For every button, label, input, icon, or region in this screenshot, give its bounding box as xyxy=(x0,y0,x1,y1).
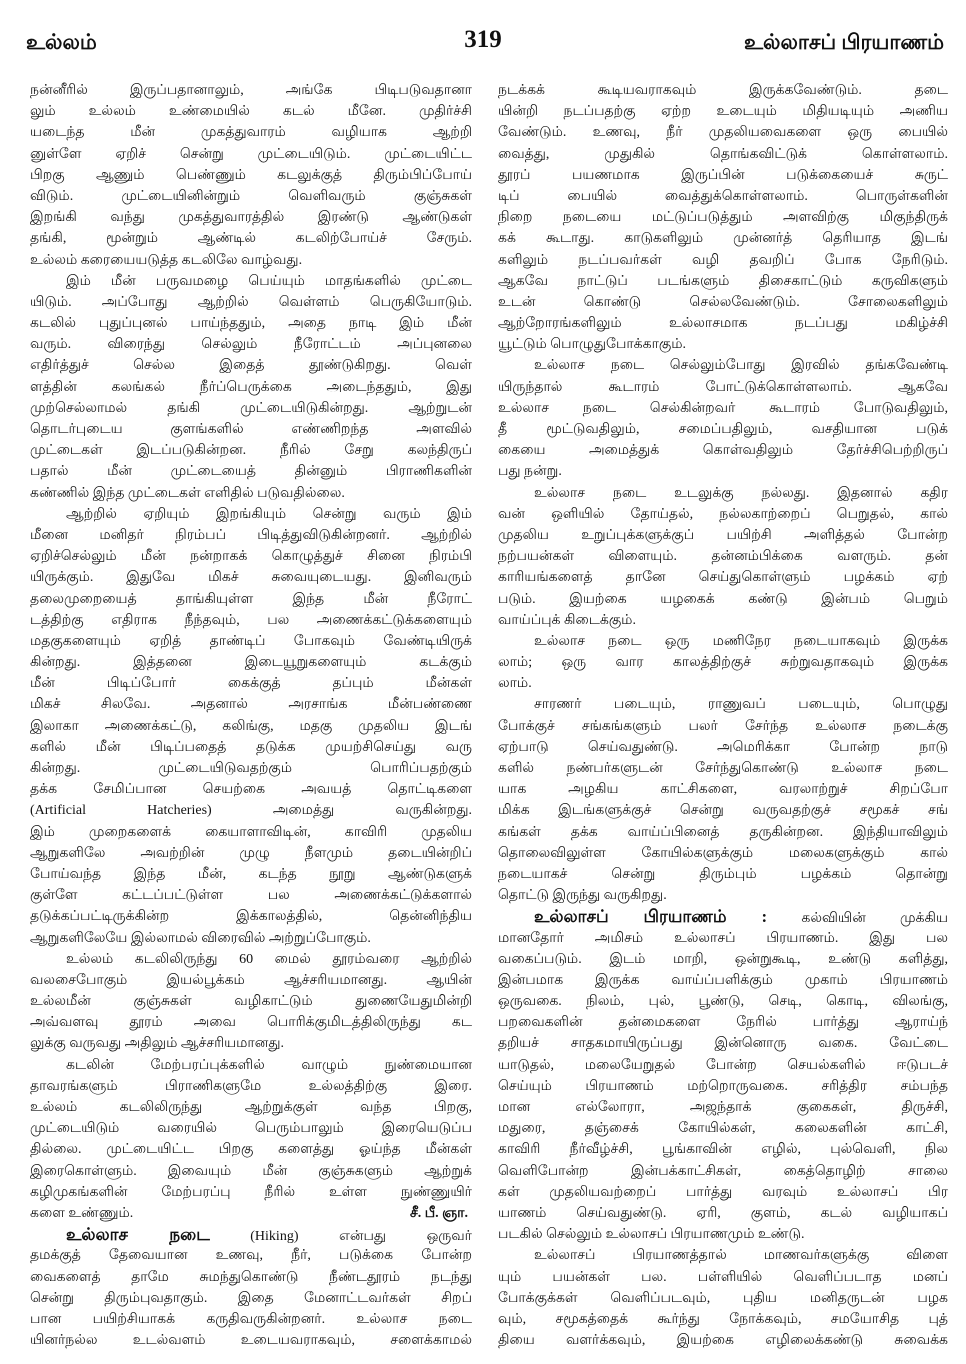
line-text: ஆறுகளிலேயே இல்லாமல் விரைவில் அற்றுப்போகும். xyxy=(30,930,371,946)
line-text: கக் கூடாது. காடுகளிலும் முன்னர்த் தெரியாத இடங் xyxy=(498,231,948,247)
text-line xyxy=(498,589,948,610)
line-text: தக்க சேமிப்பான செயற்கை அவயத் தொட்டிகளை xyxy=(30,782,472,798)
text-line xyxy=(30,652,472,673)
line-text: யாடுதல், மலையேறுதல் போன்ற செயல்களில் ஈடுபடச் xyxy=(498,1057,948,1073)
line-text: தில்லை. முட்டையிட்ட பிறகு களைத்து ஓய்ந்த மீன்கள் xyxy=(30,1142,472,1158)
text-line xyxy=(498,1139,948,1160)
text-line xyxy=(30,694,472,715)
text-line xyxy=(30,334,472,355)
line-text: மதுரை, தஞ்சைக் கோயில்கள், கலைகளின் காட்சி, xyxy=(498,1121,948,1137)
line-text: வரும். விரைந்து செல்லும் நீரோட்டம் அப்புனலை xyxy=(30,337,472,353)
text-line xyxy=(30,313,472,334)
paragraph xyxy=(30,504,472,949)
line-text: இம் முறைகளைக் கையாளாவிடின், காவிரி முதலிய xyxy=(30,824,472,840)
paragraph xyxy=(30,1055,472,1225)
text-line xyxy=(498,716,948,737)
text-line xyxy=(498,822,948,843)
line-text: யூட்டும் பொழுதுபோக்காகும். xyxy=(498,337,687,353)
text-line xyxy=(498,694,948,715)
text-line xyxy=(498,949,948,970)
line-text: தீ மூட்டுவதிலும், சமைப்பதிலும், வசதியான படுக் xyxy=(498,422,948,437)
text-line xyxy=(30,822,472,843)
line-text: நடையாகச் சென்று திரும்பும் பழக்கம் தொன்று xyxy=(498,866,948,882)
text-line xyxy=(498,1182,948,1203)
text-line xyxy=(30,1267,472,1288)
text-line xyxy=(30,228,472,249)
line-text: லாம். xyxy=(498,676,532,692)
author-initials: சீ. பீ. ஞா. xyxy=(409,1205,468,1221)
line-text: சாரணர் படையும், ராணுவப் படையும், பொழுது xyxy=(534,697,948,713)
line-text: நன்னீரில் இருப்பதானாலும், அங்கே பிடிபடுவதானா xyxy=(30,83,472,98)
text-line xyxy=(498,440,948,461)
line-text: (Hiking) என்பது ஒருவர் xyxy=(250,1229,472,1245)
line-text: னுள்ளே ஏறிச் சென்று முட்டையிடும். முட்டையிட்ட xyxy=(30,146,472,162)
line-text: உல்லம் கரையையடுத்த கடலிலே வாழ்வது. xyxy=(30,252,303,268)
line-text: முட்டைகள் இடப்படுகின்றன. நீரில் சேறு கலந்திருப் xyxy=(30,443,472,459)
line-text: களை உண்ணும். xyxy=(30,1205,134,1221)
text-line xyxy=(30,673,472,694)
text-line xyxy=(30,80,472,101)
line-text: வெளிபோன்ற இன்பக்காட்சிகள், கைத்தொழிற் சாலை xyxy=(498,1163,948,1179)
line-text: ஆகவே நாட்டுப் படங்களும் திசைகாட்டும் கருவிகளும் xyxy=(498,273,948,289)
line-text: உல்லாச நடை உடலுக்கு நல்லது. இதனால் கதிர xyxy=(534,485,948,501)
text-line xyxy=(498,334,948,355)
line-text: மிகச் சிலவே. அதனால் அரசாங்க மீன்பண்ணை xyxy=(30,697,472,713)
line-text: லுக்கு வருவது அதிலும் ஆச்சரியமானது. xyxy=(30,1036,284,1052)
text-line xyxy=(30,250,472,271)
text-line xyxy=(30,1118,472,1139)
line-text: மதகுகளையும் ஏறித் தாண்டிப் போகவும் வேண்டியிருக் xyxy=(30,633,472,649)
line-text: மானதோர் அமிசம் உல்லாசப் பிரயாணம். இது பல xyxy=(498,930,948,946)
paragraph xyxy=(498,1245,948,1351)
text-line xyxy=(30,546,472,567)
text-line xyxy=(498,1245,948,1266)
line-text: அவ்வளவு தூரம் அவை பொரிக்குமிடத்திலிருந்து கட xyxy=(30,1015,472,1031)
text-line xyxy=(30,567,472,588)
text-line xyxy=(30,504,472,525)
line-text: நடக்கக் கூடியவராகவும் இருக்கவேண்டும். தடை xyxy=(498,83,948,98)
text-line xyxy=(498,800,948,821)
line-text: முதலிய உறுப்புக்களுக்குப் பயிற்சி அளித்தல் போன்ற xyxy=(498,527,948,543)
line-text: பதால் மீன் முட்டையைத் தின்னும் பிராணிகளின் xyxy=(30,464,472,480)
line-text: இரைகொள்ளும். இவையும் மீன் குஞ்சுகளும் ஆற்றுக் xyxy=(30,1163,472,1179)
line-text: தங்கி, மூன்றும் ஆண்டில் கடலிற்போய்ச் சேரும். xyxy=(30,231,472,247)
text-line xyxy=(498,779,948,800)
text-line xyxy=(30,970,472,991)
text-line xyxy=(30,949,472,970)
text-line xyxy=(498,165,948,186)
line-text: படகில் செல்லும் உல்லாசப் பிரயாணமும் உண்டு. xyxy=(498,1227,805,1243)
text-line xyxy=(30,843,472,864)
text-line xyxy=(498,567,948,588)
line-text: தறியச் சாதகமாயிருப்பது இன்னொரு வகை. வேட்டை xyxy=(498,1036,948,1052)
text-line xyxy=(30,377,472,398)
line-text: இன்பமாக இருக்க வாய்ப்பளிக்கும் முகாம் பிரயாணம் xyxy=(498,972,948,988)
line-text: தடுக்கப்பட்டிருக்கின்ற இக்காலத்தில், தென்னிந்திய xyxy=(30,909,472,925)
paragraph xyxy=(498,631,948,695)
text-line xyxy=(30,589,472,610)
line-text: தாவரங்களும் பிராணிகளுமே உல்லத்திற்கு இரை. xyxy=(30,1078,472,1094)
text-line xyxy=(498,461,948,482)
text-line xyxy=(498,1161,948,1182)
text-line xyxy=(30,461,472,482)
line-text: யாணம் செய்வதுண்டு. ஏரி, குளம், கடல் வழியாகப் xyxy=(498,1205,948,1221)
text-line xyxy=(498,250,948,271)
text-line xyxy=(30,398,472,419)
text-line xyxy=(498,1055,948,1076)
paragraph xyxy=(30,80,472,271)
line-text: களில் நண்பர்களுடன் சேர்ந்துகொண்டு உல்லாச நடை xyxy=(498,761,948,776)
line-text: யாக அழகிய காட்சிகளை, வரலாற்றுச் சிறப்போ xyxy=(498,782,948,798)
line-text: படும். இயற்கை யழகைக் கண்டு இன்பம் பெறும் xyxy=(498,591,948,607)
paragraph xyxy=(498,694,948,906)
text-line xyxy=(498,1330,948,1351)
text-line xyxy=(30,779,472,800)
paragraph xyxy=(498,906,948,1245)
line-text: தலைமுறையைத் தாங்கியுள்ள இந்த மீன் நீரோட் xyxy=(30,591,472,607)
text-line xyxy=(498,1288,948,1309)
text-line xyxy=(30,1288,472,1309)
text-line xyxy=(498,906,948,927)
line-text: ஆற்றில் ஏறியும் இறங்கியும் சென்று வரும் இம் xyxy=(66,506,472,522)
line-text: தியை வளர்க்கவும், இயற்கை எழிலைக்கண்டு சுவைக்க xyxy=(498,1333,948,1349)
line-text: பது நன்று. xyxy=(498,464,562,480)
line-text: கின்றது. முட்டையிடுவதற்கும் பொரிப்பதற்கும் xyxy=(30,761,472,776)
line-text: (Artificial Hatcheries) அமைத்து வருகின்றது. xyxy=(30,803,472,819)
text-line xyxy=(498,525,948,546)
line-text: மான எல்லோரா, அஜந்தாக் குகைகள், திருச்சி, xyxy=(498,1100,948,1115)
article-heading: உல்லாச நடை xyxy=(66,1225,210,1245)
text-line xyxy=(498,1203,948,1224)
line-text: தமக்குத் தேவையான உணவு, நீர், படுக்கை போன்ற xyxy=(30,1248,472,1264)
paragraph xyxy=(498,355,948,482)
line-text: ஒருவகை. நிலம், புல், பூண்டு, செடி, கொடி, விலங்கு, xyxy=(498,994,948,1010)
line-text: பறவைகளின் தன்மைகளை நேரில் பார்த்து ஆராய்ந் xyxy=(498,1015,948,1031)
line-text: உல்லாச நடை செல்லும்போது இரவில் தங்கவேண்டி xyxy=(534,358,948,374)
line-text: கங்கள் தக்க வாய்ப்பினைத் தருகின்றன. இந்தியாவிலும் xyxy=(498,824,948,840)
line-text: மீனை மனிதர் நிரம்பப் பிடித்துவிடுகின்றனர். ஆற்றில் xyxy=(30,527,472,543)
text-line xyxy=(498,1309,948,1330)
text-line xyxy=(30,271,472,292)
line-text: போக்குச் சங்கங்களும் பலர் சேர்ந்த உல்லாச நடைக்கு xyxy=(498,718,948,734)
line-text: கின்றது. இத்தனை இடையூறுகளையும் கடக்கும் xyxy=(30,655,472,671)
text-line xyxy=(498,292,948,313)
line-text: கள் முதலியவற்றைப் பார்த்து வரவும் உல்லாசப் பிர xyxy=(498,1184,948,1200)
text-line xyxy=(30,1033,472,1054)
text-line xyxy=(498,610,948,631)
line-text: போய்வந்த இந்த மீன், கடந்த நூறு ஆண்டுகளுக் xyxy=(30,866,472,882)
line-text: நற்பயன்கள் விளையும். தன்னம்பிக்கை வளரும். தன் xyxy=(498,549,948,565)
line-text: ஆற்றோரங்களிலும் உல்லாசமாக நடப்பது மகிழ்ச்சி xyxy=(498,316,948,332)
text-line xyxy=(498,991,948,1012)
text-line xyxy=(498,1118,948,1139)
running-head-right: உல்லாசப் பிரயாணம் xyxy=(744,30,944,54)
text-line xyxy=(30,419,472,440)
line-text: கல்வியின் முக்கிய xyxy=(801,911,948,927)
line-text: யிடும். அப்போது ஆற்றில் வெள்ளம் பெருகியோடும். xyxy=(30,294,472,310)
text-line xyxy=(498,186,948,207)
line-text: கடலின் மேற்பரப்புக்களில் வாழும் நுண்மையான xyxy=(66,1057,472,1073)
line-text: வகைப்படும். இடம் மாறி, ஒன்றுகூடி, உண்டு களித்து, xyxy=(498,951,948,967)
text-line xyxy=(30,483,472,504)
text-line xyxy=(498,758,948,779)
line-text: இறங்கி வந்து முகத்துவாரத்தில் இரண்டு ஆண்டுகள் xyxy=(30,210,472,226)
line-text: ஆறுகளிலே அவற்றின் முழு நீளமும் தடையின்றிப் xyxy=(30,845,472,861)
text-line xyxy=(30,1182,472,1203)
line-text: தொடர்புடைய குளங்களில் எண்ணிறந்த அளவில் xyxy=(30,422,472,437)
text-line xyxy=(498,885,948,906)
line-text: மிக்க இடங்களுக்குச் சென்று வருவதற்குச் சமூகச் சங் xyxy=(498,803,948,819)
text-line xyxy=(30,101,472,122)
text-line xyxy=(498,546,948,567)
text-line xyxy=(30,1139,472,1160)
text-line xyxy=(30,1224,472,1245)
line-text: இலாகா அணைக்கட்டு, கலிங்கு, மதகு முதலிய இடங் xyxy=(30,718,472,734)
text-line xyxy=(498,1097,948,1118)
line-text: சென்று திரும்புவதாகும். இதை மேனாட்டவர்கள் சிறப் xyxy=(30,1290,472,1306)
text-line xyxy=(498,207,948,228)
text-line xyxy=(30,991,472,1012)
line-text: உல்லமீன் குஞ்சுகள் வழிகாட்டும் துணையேதுமின்றி xyxy=(30,994,472,1010)
line-text: உல்லாச நடை ஒரு மணிநேர நடையாகவும் இருக்க xyxy=(534,633,948,649)
text-line xyxy=(498,271,948,292)
line-text: காரியங்களைத் தானே செய்துகொள்ளும் பழக்கம் ஏற் xyxy=(498,570,948,586)
text-line xyxy=(30,928,472,949)
right-column xyxy=(498,80,948,1351)
text-line xyxy=(30,1245,472,1266)
text-line xyxy=(30,610,472,631)
text-line xyxy=(498,228,948,249)
text-line xyxy=(498,1224,948,1245)
line-text: தொட்டு இருந்து வருகிறது. xyxy=(498,888,667,904)
text-line xyxy=(30,906,472,927)
text-line xyxy=(30,737,472,758)
text-line xyxy=(498,864,948,885)
text-line xyxy=(498,843,948,864)
text-line xyxy=(498,652,948,673)
text-line xyxy=(30,165,472,186)
text-line xyxy=(498,1012,948,1033)
line-text: எதிர்த்துச் செல்ல இதைத் தூண்டுகிறது. வெள் xyxy=(30,358,472,374)
text-line xyxy=(30,716,472,737)
line-text: வன் ஒளியில் தோய்தல், நல்லகாற்றைப் பெறுதல், கால் xyxy=(498,506,948,522)
text-line xyxy=(30,1055,472,1076)
text-line xyxy=(30,885,472,906)
line-text: நிறை நடையை மட்டுப்படுத்தும் அளவிற்கு மிகுந்திருக் xyxy=(498,210,948,226)
line-text: டிப் பையில் வைத்துக்கொள்ளலாம். பொருள்களின் xyxy=(498,188,948,204)
text-line xyxy=(30,864,472,885)
line-text: இம் மீன் பருவமழை பெய்யும் மாதங்களில் முட்டை xyxy=(66,273,472,289)
line-text: யின்றி நடப்பதற்கு ஏற்ற உடையும் மிதியடியும் அணிய xyxy=(498,104,948,120)
text-line xyxy=(498,1076,948,1097)
line-text: தொலைவிலுள்ள கோயில்களுக்கும் மலைகளுக்கும் கால் xyxy=(498,845,948,861)
paragraph xyxy=(498,80,948,355)
text-line xyxy=(498,1033,948,1054)
line-text: உல்லாச நடை செல்கின்றவர் கூடாரம் போடுவதிலும், xyxy=(498,400,948,416)
text-line xyxy=(498,122,948,143)
text-line xyxy=(30,1309,472,1330)
paragraph xyxy=(30,1224,472,1351)
text-line xyxy=(30,144,472,165)
line-text: ளத்தின் கலங்கல் நீர்ப்பெருக்கை அடைந்ததும், இது xyxy=(30,379,472,395)
paragraph xyxy=(498,483,948,631)
text-line xyxy=(498,504,948,525)
text-line xyxy=(30,1330,472,1351)
text-line xyxy=(498,144,948,165)
line-text: யடைந்த மீன் முகத்துவாரம் வழியாக ஆற்றி xyxy=(30,125,472,141)
text-line xyxy=(498,377,948,398)
line-text: யிருந்தால் கூடாரம் போட்டுக்கொள்ளலாம். ஆகவே xyxy=(498,379,948,395)
text-line xyxy=(498,970,948,991)
text-line xyxy=(30,1097,472,1118)
line-text: காவிரி நீர்வீழ்ச்சி, பூங்காவின் எழில், புல்வெளி, நில xyxy=(498,1142,948,1158)
text-line xyxy=(30,525,472,546)
line-text: வைத்து, முதுகில் தொங்கவிட்டுக் கொள்ளலாம். xyxy=(498,146,948,162)
paragraph xyxy=(30,271,472,504)
text-line xyxy=(498,737,948,758)
line-text: பிறகு ஆணும் பெண்ணும் கடலுக்குத் திரும்பிப்போய் xyxy=(30,167,472,183)
text-line xyxy=(498,355,948,376)
line-text: உல்லாசப் பிரயாணத்தால் மாணவர்களுக்கு விளை xyxy=(534,1248,948,1264)
text-line xyxy=(30,440,472,461)
line-text: லும் உல்லம் உண்மையில் கடல் மீனே. முதிர்ச்சி xyxy=(30,104,472,120)
text-line xyxy=(498,419,948,440)
text-line xyxy=(30,186,472,207)
line-text: உல்லம் கடலிலிருந்து 60 மைல் தூரம்வரை ஆற்றில் xyxy=(66,951,472,967)
line-text: டத்திற்கு எதிராக நீந்தவும், பல அணைக்கட்டுக்களையும் xyxy=(30,612,472,628)
line-text: வைகளைத் தாமே சுமந்துகொண்டு நீண்டதூரம் நடந்து xyxy=(30,1269,472,1285)
page-number: 319 xyxy=(464,26,502,53)
text-line xyxy=(30,1012,472,1033)
line-text: மீன் பிடிப்போர் கைக்குத் தப்பும் மீன்கள் xyxy=(30,676,472,692)
line-text: உல்லம் கடலிலிருந்து ஆற்றுக்குள் வந்த பிறகு, xyxy=(30,1100,472,1115)
line-text: செய்யும் பிரயாணம் மற்றொருவகை. சரித்திர சம்பந்த xyxy=(498,1078,948,1094)
article-heading: உல்லாசப் பிரயாணம் : xyxy=(534,907,768,927)
text-line xyxy=(30,800,472,821)
text-line xyxy=(30,1076,472,1097)
text-line xyxy=(30,1161,472,1182)
line-text: கடலில் புதுப்புனல் பாய்ந்ததும், அதை நாடி இம் மீன் xyxy=(30,316,472,332)
line-text: தூரப் பயணமாக இருப்பின் படுக்கையைச் சுருட் xyxy=(498,167,948,183)
text-line xyxy=(498,928,948,949)
line-text: லாம்; ஒரு வார காலத்திற்குச் சுற்றுவதாகவும் இருக்க xyxy=(498,655,948,671)
text-line xyxy=(30,207,472,228)
text-line xyxy=(30,355,472,376)
line-text: உடன் கொண்டு செல்லவேண்டும். சோலைகளிலும் xyxy=(498,294,948,310)
text-line xyxy=(30,758,472,779)
left-column xyxy=(30,80,472,1351)
line-text: முற்செல்லாமல் தங்கி முட்டையிடுகின்றது. ஆற்றுடன் xyxy=(30,400,472,416)
line-text: குள்ளே கட்டப்பட்டுள்ள பல அணைக்கட்டுக்களால் xyxy=(30,888,472,904)
line-text: ஏறிச்செல்லும் மீன் நன்றாகக் கொழுத்துச் சினை நிரம்பி xyxy=(30,549,472,565)
text-line xyxy=(498,1267,948,1288)
line-text: கழிமுகங்களின் மேற்பரப்பு நீரில் உள்ள நுண்ணுயிர் xyxy=(30,1184,472,1200)
text-line xyxy=(30,631,472,652)
text-line xyxy=(30,122,472,143)
line-text: யும் பயன்கள் பல. பள்ளியில் வெளிப்படாத மனப் xyxy=(498,1269,948,1285)
line-text: களில் மீன் பிடிப்பதைத் தடுக்க முயற்சிசெய்து வரு xyxy=(30,739,472,755)
text-line xyxy=(498,398,948,419)
text-line xyxy=(498,101,948,122)
line-text: முட்டையிடும் வரையில் பெரும்பாலும் இரையெடுப்ப xyxy=(30,1121,472,1137)
line-text: கையை அமைத்துக் கொள்வதிலும் தேர்ச்சிபெற்றிருப் xyxy=(498,443,948,459)
line-text: வேண்டும். உணவு, நீர் முதலியவைகளை ஒரு பையில் xyxy=(498,125,948,141)
paragraph xyxy=(30,949,472,1055)
line-text: யிருக்கும். இதுவே மிகச் சுவையுடையது. இனிவரும் xyxy=(30,570,472,586)
text-line xyxy=(30,292,472,313)
line-text: வாய்ப்புக் கிடைக்கும். xyxy=(498,612,636,628)
line-text: களிலும் நடப்பவர்கள் வழி தவறிப் போக நேரிடும். xyxy=(498,252,948,268)
text-line xyxy=(498,483,948,504)
line-text: பான பயிற்சியாகக் கருதிவருகின்றனர். உல்லாச நடை xyxy=(30,1311,472,1327)
line-text: விடும். முட்டையினின்றும் வெளிவரும் குஞ்சுகள் xyxy=(30,188,472,204)
line-text: வும், சமூகத்தைக் கூர்ந்து நோக்கவும், சமயோசித புத் xyxy=(498,1311,948,1327)
text-line xyxy=(498,631,948,652)
line-text: ஏற்பாடு செய்வதுண்டு. அமெரிக்கா போன்ற நாடு xyxy=(498,739,948,755)
line-text: வலசைபோகும் இயல்பூக்கம் ஆச்சரியமானது. ஆயின் xyxy=(30,972,472,988)
line-text: கண்ணில் இந்த முட்டைகள் எளிதில் படுவதில்லை. xyxy=(30,485,345,501)
text-line xyxy=(30,1203,472,1224)
text-line xyxy=(498,313,948,334)
line-text: யினர்நல்ல உடல்வளம் உடையவராகவும், சளைக்காமல் xyxy=(30,1333,472,1349)
text-line xyxy=(498,80,948,101)
line-text: போக்குக்கள் வெளிப்படவும், புதிய மனிதருடன் பழக xyxy=(498,1290,948,1306)
running-head-left: உல்லம் xyxy=(26,30,97,54)
text-line xyxy=(498,673,948,694)
